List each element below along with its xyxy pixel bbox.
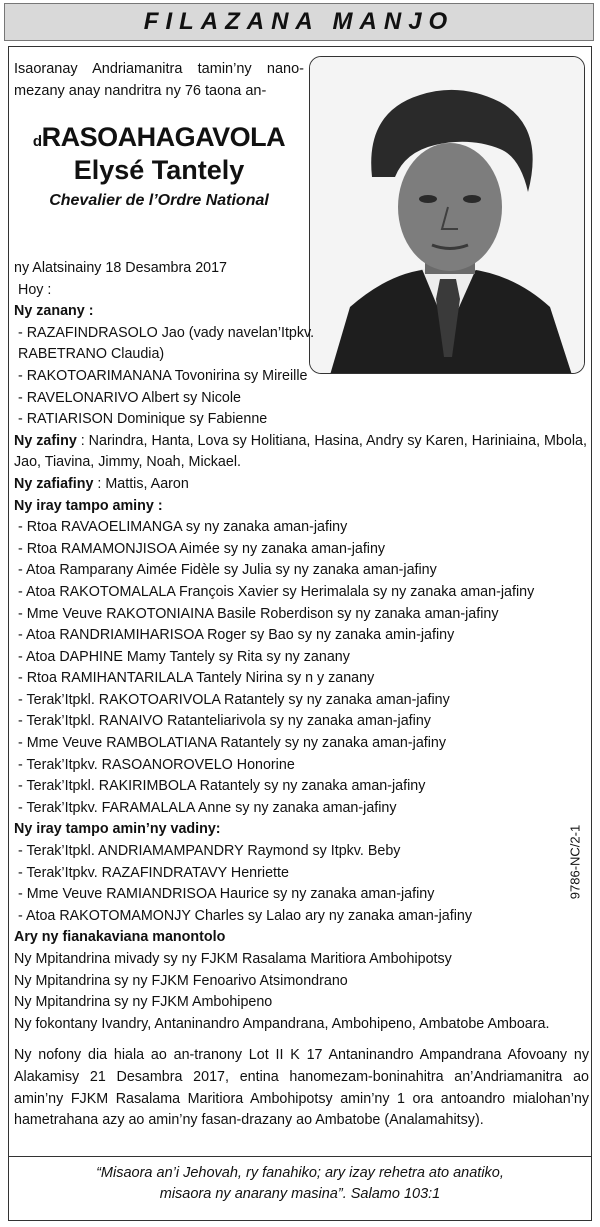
header-title: FILAZANA MANJO xyxy=(143,8,455,35)
list-item: - Mme Veuve RAKOTONIAINA Basile Roberdison sy ny zanaka aman-jafiny xyxy=(18,605,499,622)
zafiafiny-text: : Mattis, Aaron xyxy=(93,475,189,492)
list-item: - Rtoa RAVAOELIMANGA sy ny zanaka aman-jafiny xyxy=(18,519,348,536)
deceased-given-name: Elysé Tantely xyxy=(73,155,245,185)
zafiafiny-label: Ny zafiafiny xyxy=(14,475,94,492)
list-item: - Atoa Ramparany Aimée Fidèle sy Julia sy ny zanaka aman-jafiny xyxy=(18,562,437,579)
funeral-text: Ny nofony dia hiala ao an-tranony Lot II K 17 Antaninandro Ampandrana Afovoany ny Alakamisy 21 Desambra 2017, entina hanomezam-boninahitra an’Andriamanitra ao amin’ny FJKM Rasalama Maritiora Ambohipotsy amin’ny 1 ora antoandro mialohan’ny hametrahana azy ao amin’ny fasan-drazany ao Ambatobe (Analamahitsy). xyxy=(14,1047,589,1129)
list-item: - Rtoa RAMAMONJISOA Aimée sy ny zanaka aman-jafiny xyxy=(18,540,386,557)
tampo-vadiny-label: Ny iray tampo amin’ny vadiny: xyxy=(14,821,221,838)
tampo-vadiny-list xyxy=(14,841,589,927)
zanany-list xyxy=(14,323,589,431)
list-item: - Terak’Itpkl. ANDRIAMAMPANDRY Raymond sy Itpkv. Beby xyxy=(18,843,401,860)
zafiny-text: : Narindra, Hanta, Lova sy Holitiana, Hasina, Andry sy Karen, Hariniaina, Mbola, Jao, Tiavina, Jimmy, Noah, Mickael. xyxy=(14,432,587,471)
zanany-label: Ny zanany : xyxy=(14,303,94,320)
fianakaviana-label: Ary ny fianakaviana manontolo xyxy=(14,929,226,946)
list-item: - Atoa DAPHINE Mamy Tantely sy Rita sy ny zanany xyxy=(18,648,350,665)
list-item: - Atoa RAKOTOMAMONJY Charles sy Lalao ary ny zanaka aman-jafiny xyxy=(18,907,472,924)
list-item: - Mme Veuve RAMBOLATIANA Ratantely sy ny zanaka aman-jafiny xyxy=(18,735,447,752)
list-item: - Terak’Itpkv. RAZAFINDRATAVY Henriette xyxy=(18,864,289,881)
list-item: RABETRANO Claudia) xyxy=(18,346,165,363)
tampo-list xyxy=(14,517,589,819)
list-item: Ny Mpitandrina sy ny FJKM Ambohipeno xyxy=(14,994,273,1011)
list-item: - RAZAFINDRASOLO Jao (vady navelan’Itpkv. xyxy=(18,324,315,341)
bible-quote xyxy=(30,1163,570,1205)
zafiny-label: Ny zafiny xyxy=(14,432,77,449)
list-item: - Terak’Itpkv. FARAMALALA Anne sy ny zanaka aman-jafiny xyxy=(18,799,397,816)
header-banner xyxy=(4,3,594,41)
quote-divider xyxy=(8,1156,592,1157)
date-line: ny Alatsinainy 18 Desambra 2017 xyxy=(14,260,227,276)
fianakaviana-list xyxy=(14,949,589,1035)
list-item: - Atoa RANDRIAMIHARISOA Roger sy Bao sy ny zanaka amin-jafiny xyxy=(18,627,455,644)
list-item: - Atoa RAKOTOMALALA François Xavier sy Herimalala sy ny zanaka aman-jafiny xyxy=(18,583,535,600)
list-item: - RATIARISON Dominique sy Fabienne xyxy=(18,411,268,428)
list-item: - Terak’Itpkl. RAKOTOARIVOLA Ratantely sy ny zanaka aman-jafiny xyxy=(18,691,450,708)
deceased-surname: RASOAHAGAVOLA xyxy=(41,122,286,152)
name-prefix: d xyxy=(32,133,42,150)
zafiny-line xyxy=(14,431,589,474)
zafiafiny-line xyxy=(14,474,589,496)
list-item: Ny Mpitandrina sy ny FJKM Fenoarivo Atsimondrano xyxy=(14,972,348,989)
list-item: - Terak’Itpkl. RANAIVO Ratanteliarivola sy ny zanaka aman-jafiny xyxy=(18,713,431,730)
list-item: - Rtoa RAMIHANTARILALA Tantely Nirina sy n y zanany xyxy=(18,670,375,687)
list-item: - RAVELONARIVO Albert sy Nicole xyxy=(18,389,241,406)
notice-body xyxy=(14,258,589,1132)
list-item: Ny fokontany Ivandry, Antaninandro Ampandrana, Ambohipeno, Ambatobe Amboara. xyxy=(14,1015,550,1032)
intro-text: Isaoranay Andriamanitra tamin’ny nano-mezany anay nandritra ny 76 taona an- xyxy=(14,61,304,99)
deceased-name-block xyxy=(14,122,304,210)
ad-code-text: 9786-NC/2-1 xyxy=(567,824,583,900)
list-item: - Mme Veuve RAMIANDRISOA Haurice sy ny zanaka aman-jafiny xyxy=(18,886,435,903)
list-item: - Terak’Itpkv. RASOANOROVELO Honorine xyxy=(18,756,295,773)
quote-line-1: “Misaora an’i Jehovah, ry fanahiko; ary izay rehetra ato anatiko, xyxy=(96,1165,504,1181)
ad-code xyxy=(565,802,585,922)
list-item: - Terak’Itpkl. RAKIRIMBOLA Ratantely sy ny zanaka aman-jafiny xyxy=(18,778,426,795)
list-item: Ny Mpitandrina mivady sy ny FJKM Rasalama Maritiora Ambohipotsy xyxy=(14,951,452,967)
deceased-honor: Chevalier de l’Ordre National xyxy=(49,192,269,209)
list-item: - RAKOTOARIMANANA Tovonirina sy Mireille xyxy=(18,367,308,384)
quote-line-2: misaora ny anarany masina”. Salamo 103:1 xyxy=(159,1186,441,1202)
tampo-label: Ny iray tampo aminy : xyxy=(14,497,163,514)
hoy-line: Hoy : xyxy=(18,281,52,298)
